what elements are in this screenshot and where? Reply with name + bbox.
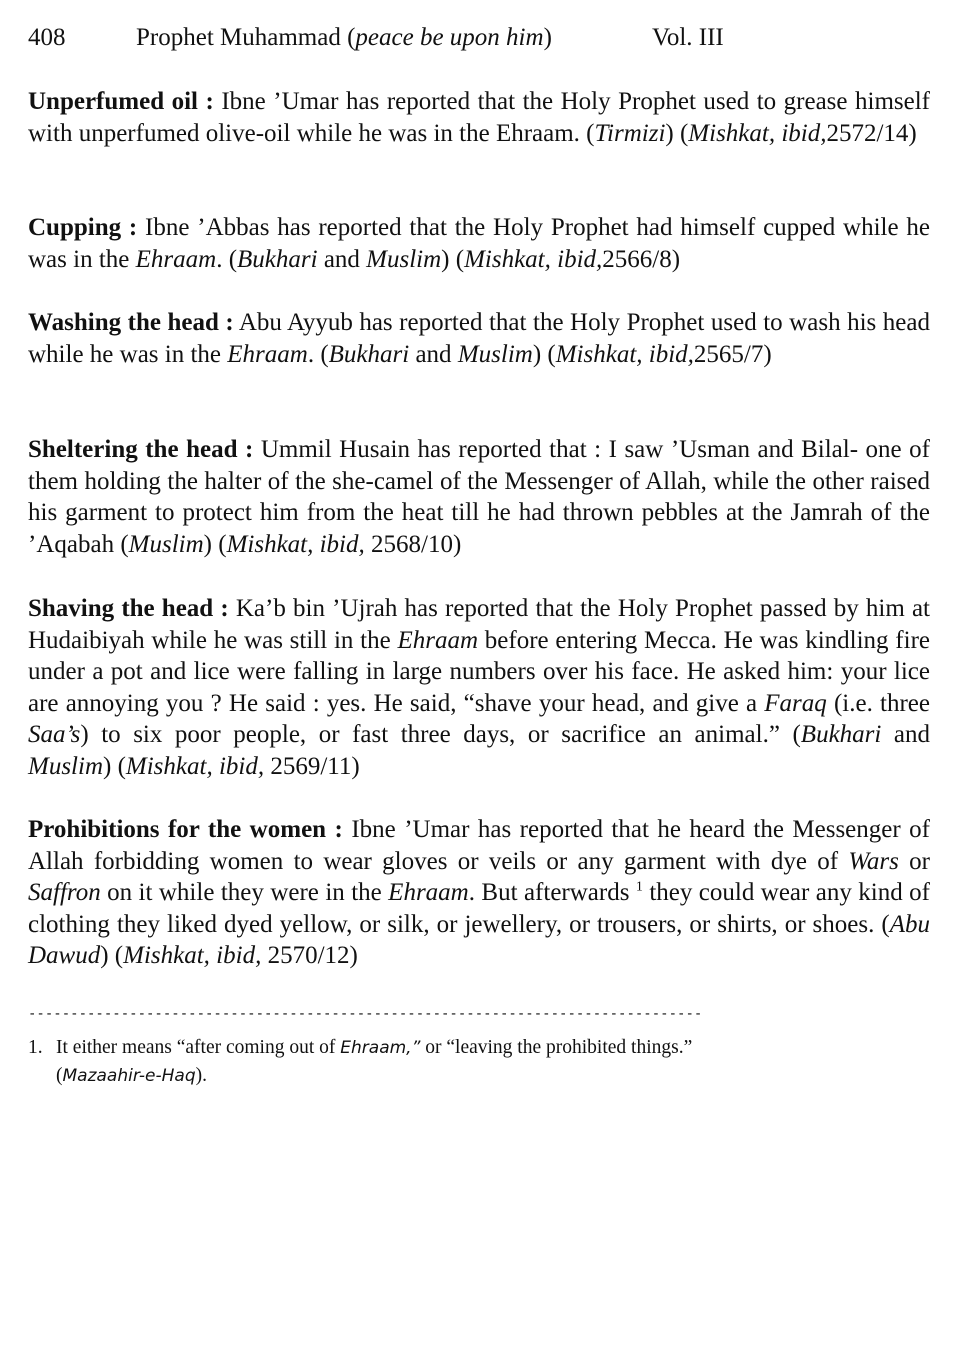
section-heading: Washing the head : <box>28 309 234 336</box>
paragraph-unperfumed-oil: Unperfumed oil : Ibne ’Umar has reported that the Holy Prophet used to grease himself with unperfumed olive-oil while he was in the Ehraam. (Tirmizi) (Mishkat, ibid,2572/14) <box>28 88 930 147</box>
section-heading: Cupping : <box>28 214 138 241</box>
section-heading: Sheltering the head : <box>28 436 254 463</box>
page-number: 408 <box>28 24 66 51</box>
paragraph-cupping: Cupping : Ibne ’Abbas has reported that the Holy Prophet had himself cupped while he was in the Ehraam. (Bukhari and Muslim) (Mishkat, ibid,2566/8) <box>28 214 930 273</box>
running-header <box>28 22 930 54</box>
paragraph-shaving-the-head: Shaving the head : Ka’b bin ’Ujrah has reported that the Holy Prophet passed by him at Hudaibiyah while he was still in the Ehraam before entering Mecca. He was kindling fire under a pot and lice were falling in large numbers over his face. He asked him: your lice are annoying you ? He said : yes. He said, “shave your head, and give a Faraq (i.e. three Saa’s) to six poor people, or fast three days, or sacrifice an animal.” (Bukhari and Muslim) (Mishkat, ibid, 2569/11) <box>28 595 930 780</box>
section-heading: Shaving the head : <box>28 595 229 622</box>
book-title: Prophet Muhammad (peace be upon him) <box>136 24 552 51</box>
paragraph-sheltering-the-head: Sheltering the head : Ummil Husain has reported that : I saw ’Usman and Bilal- one of them holding the halter of the she-camel of the Messenger of Allah, while the other raised his garment to protect him from the heat till he had thrown pebbles at the Jamrah of the ’Aqabah (Muslim) (Mishkat, ibid, 2568/10) <box>28 436 930 558</box>
footnote <box>28 1034 768 1090</box>
footnote-text: It either means “after coming out of Ehraam,” or “leaving the prohibited things.” (Mazaahir-e-Haq). <box>56 1037 693 1086</box>
paragraph-washing-the-head: Washing the head : Abu Ayyub has reported that the Holy Prophet used to wash his head while he was in the Ehraam. (Bukhari and Muslim) (Mishkat, ibid,2565/7) <box>28 309 930 368</box>
footnote-separator: -------------------------------------------------------------------------------- <box>28 1006 703 1022</box>
paragraph-prohibitions-for-women: Prohibitions for the women : Ibne ’Umar has reported that he heard the Messenger of Allah forbidding women to wear gloves or veils or any garment with dye of Wars or Saffron on it while they were in the Ehraam. But afterwards $^1$ they could wear any kind of clothing they liked dyed yellow, or silk, or jewellery, or trousers, or shirts, or shoes. (Abu Dawud) (Mishkat, ibid, 2570/12) <box>28 816 930 970</box>
section-heading: Unperfumed oil : <box>28 88 214 115</box>
section-heading: Prohibitions for the women : <box>28 816 343 843</box>
volume-label: Vol. III <box>652 24 724 51</box>
footnote-number: 1. <box>28 1037 43 1058</box>
footnote-marker: 1 <box>635 879 643 895</box>
